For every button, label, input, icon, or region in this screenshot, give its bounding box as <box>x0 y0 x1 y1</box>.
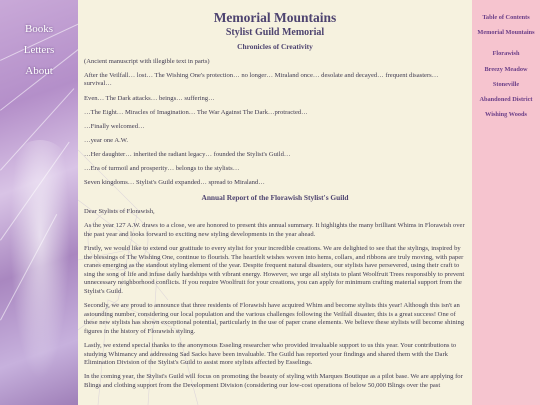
chronicle-paragraph: …Her daughter… inherited the radiant legacy… founded the Stylist's Guild… <box>84 150 291 158</box>
right-nav <box>472 0 540 405</box>
report-paragraph: Firstly, we would like to extend our gratitude to every stylist for your incredible creations. We are delighted to see that the stylings, inspired by the blessings of The Wishing One, continue to flourish. The heartfelt wishes woven into hems, collars, and ribbons are truly moving, with paper cranes emerging as the standout styling element of the year. Despite frequent natural disasters, our stylists have persevered, using their craft to sing the song of life and infuse daily hardships with vibrant energy. However, we urge all stylists to plant Woolfruit Trees responsibly to prevent unnecessary neighborhood conflicts. If you require Woolfruit for your creations, you can apply for minimum crafting material support from the Stylist's Guild. <box>84 245 465 296</box>
toc-link-breezy-meadow[interactable]: Breezy Meadow <box>484 66 528 73</box>
page-subtitle: Stylist Guild Memorial <box>225 26 325 38</box>
left-nav-letters[interactable]: Letters <box>23 44 55 56</box>
chronicle-paragraph: …The Eight… Miracles of Imagination… The War Against The Dark…protracted… <box>84 108 308 116</box>
chronicle-paragraph: …Finally welcomed… <box>84 122 145 130</box>
left-art-glow <box>10 140 70 380</box>
report-paragraph: Dear Stylists of Florawish, <box>84 208 155 216</box>
toc-link-stoneville[interactable]: Stoneville <box>492 81 520 88</box>
toc-link-table-of-contents[interactable]: Table of Contents <box>482 14 530 21</box>
chronicle-paragraph: …Era of turmoil and prosperity… belongs to the stylists… <box>84 165 240 173</box>
left-nav-about[interactable]: About <box>25 65 53 77</box>
toc-link-abandoned-district[interactable]: Abandoned District <box>479 96 533 103</box>
chronicle-paragraph: After the Veilfall… lost… The Wishing One's protection… no longer… Miraland once… desolate and decayed… frequent disasters… survival… <box>84 71 439 88</box>
chronicle-paragraph: …year one A.W. <box>84 136 129 144</box>
page-title: Memorial Mountains <box>213 10 337 25</box>
chronicle-paragraph: Even… The Dark attacks… beings… suffering… <box>84 94 215 102</box>
main-content <box>78 0 472 405</box>
section-heading: Chronicles of Creativity <box>237 42 313 52</box>
toc-link-florawish[interactable]: Florawish <box>492 50 520 57</box>
left-art-panel <box>0 0 78 405</box>
chronicle-paragraph: (Ancient manuscript with illegible text in parts) <box>84 57 210 65</box>
toc-link-wishing-woods[interactable]: Wishing Woods <box>485 111 527 118</box>
left-nav-books[interactable]: Books <box>24 23 54 35</box>
report-paragraph: Secondly, we are proud to announce that three residents of Florawish have acquired Whim and become stylists this year! Although this isn't an astounding number, considering our local population and the various challenges following the Veilfall disaster, this is a great success! One of these new stylists has shown exceptional potential, particularly in the use of paper crane elements. We believe these stylists will become shining figures in the history of Florawish styling. <box>84 302 465 335</box>
report-paragraph: In the coming year, the Stylist's Guild will focus on promoting the beauty of styling with Marques Boutique as a pilot base. We are applying for Blings and clothing support from the Development Division (considering our low-cost operations of below 50,000 Blings over the past <box>84 373 463 389</box>
toc-link-memorial-mountains[interactable]: Memorial Mountains <box>477 29 535 36</box>
report-heading: Annual Report of the Florawish Stylist's Guild <box>201 192 349 202</box>
report-paragraph: As the year 127 A.W. draws to a close, we are honored to present this annual summary. It highlights the many brilliant Whims in Florawish over the past year and looks forward to exciting new styling developments in the year ahead. <box>84 222 465 238</box>
report-paragraph: Lastly, we extend special thanks to the anonymous Esseling researcher who provided invaluable support to us this year. Your contributions to studying Whimancy and addressing Sad Sacks have been invaluable. The Guild has reported your findings and shared them with the Dark Elimination Division of the Stylist's Guild to assist more stylists affected by Esselings. <box>84 342 457 367</box>
chronicle-paragraph: Seven kingdoms… Stylist's Guild expanded… spread to Miraland… <box>84 179 265 187</box>
